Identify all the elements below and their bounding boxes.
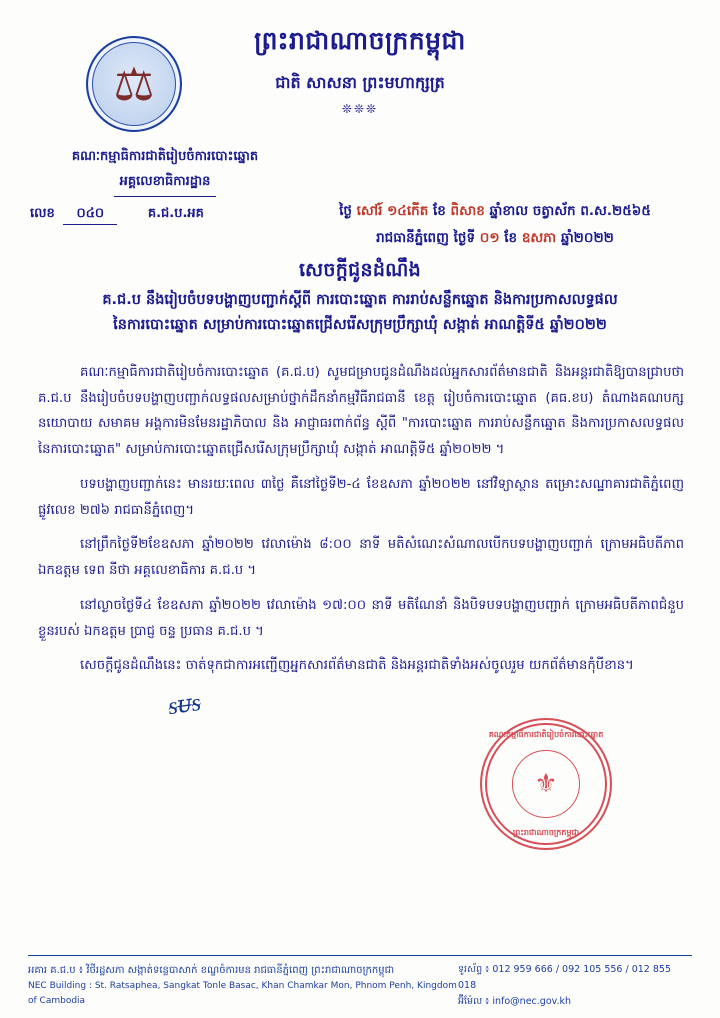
footer-address	[28, 962, 458, 1010]
date-lunar-day: ១៤កើត	[387, 203, 429, 219]
footer-address-english: NEC Building : St. Ratsaphea, Sangkat Tonle Basac, Khan Chamkar Mon, Phnom Penh, Kingdom of Cambodia	[28, 981, 457, 1007]
document-number-row	[30, 205, 330, 225]
seal-center-icon: ⚜	[512, 750, 580, 818]
emblem-figure-icon: ⚖	[113, 57, 155, 111]
date-month-word: ខែ	[504, 230, 518, 246]
footer-email-value: info@nec.gov.kh	[492, 996, 572, 1008]
date-weekday: សៅរ៍	[356, 203, 383, 219]
subject-line-1: គ.ជ.ប នឹងរៀបចំបទបង្ហាញបញ្ជាក់ស្ដីពី ការបោះឆ្នោត ការរាប់សន្លឹកឆ្នោត និងការប្រកាសលទ្ធផល	[102, 292, 618, 308]
number-label: លេខ	[30, 206, 55, 221]
footer-phone	[458, 962, 692, 994]
date-lunar-month: ពិសាខ	[450, 203, 485, 219]
date-month-label: ខែ	[432, 203, 446, 219]
official-seal-stamp	[480, 718, 612, 850]
issuer-line1: គណៈកម្មាធិការជាតិរៀបចំការបោះឆ្នោត	[71, 149, 259, 164]
subject-line-2: នៃការបោះឆ្នោត សម្រាប់ការបោះឆ្នោតជ្រើសរើសក្រុមប្រឹក្សាឃុំ សង្កាត់ អាណត្តិទី៥ ឆ្នាំ២០២២	[113, 317, 607, 334]
document-title: សេចក្ដីជូនដំណឹង	[298, 259, 422, 281]
national-emblem-icon	[86, 36, 182, 132]
footer-phone-value: 012 959 666 / 092 105 556 / 012 855 018	[458, 964, 671, 992]
date-era: ឆ្នាំខាល ចត្វាស័ក ព.ស.២៥៦៥	[489, 203, 651, 219]
footer-email	[458, 994, 692, 1010]
footer-contact	[458, 962, 692, 1010]
date-block	[300, 198, 690, 252]
footer-address-khmer: អគារ គ.ជ.ប ៖ វិថីរដ្ឋសភា សង្កាត់ទន្លេបាសាក់ ខណ្ឌចំការមន រាជធានីភ្នំពេញ ព្រះរាជាណាចក្រកម្ពុជា	[28, 965, 395, 976]
date-line-gregorian	[300, 225, 690, 252]
date-prefix: ថ្ងៃ	[339, 203, 352, 219]
number-value: ០៤០	[63, 205, 117, 225]
footer-divider	[28, 955, 692, 956]
seal-top-text: គណៈកម្មាធិការជាតិរៀបចំការបោះឆ្នោត	[488, 730, 604, 739]
date-year: ឆ្នាំ២០២២	[560, 230, 614, 246]
issuer-line2: អគ្គលេខាធិការដ្ឋាន	[114, 170, 217, 198]
body-paragraph: សេចក្ដីជូនដំណឹងនេះ ចាត់ទុកជាការអញ្ជើញអ្នកសារព័ត៌មានជាតិ និងអន្តរជាតិទាំងអស់ចូលរួម យកព័ត៌មានកុំបីខាន។	[80, 658, 634, 674]
body-paragraph: បទបង្ហាញបញ្ជាក់នេះ មានរយៈពេល ៣ថ្ងៃ គឺនៅថ្ងៃទី២-៤ ខែឧសភា ឆ្នាំ២០២២ នៅវិទ្យាស្ថាន តម្រោះសណ្ឋាគារជាតិភ្នំពេញ ផ្លូវលេខ ២៧៦ រាជធានីភ្នំពេញ។	[38, 476, 684, 518]
document-subject	[40, 288, 680, 339]
date-month: ឧសភា	[521, 230, 557, 246]
issuer-block	[30, 145, 300, 197]
handwritten-signature: ᵴᵾᵴ	[166, 687, 203, 721]
document-body	[38, 360, 684, 688]
body-paragraph: នៅល្ងាចថ្ងៃទី៤ ខែឧសភា ឆ្នាំ២០២២ វេលាម៉ោង ១៧:០០ នាទី មតិណែនាំ និងបិទបទបង្ហាញបញ្ជាក់ ក្រោមអធិបតីភាពជំនួបខ្លួនរបស់ ឯកឧត្តម ប្រាជ្ញ ចន្ទ ប្រធាន គ.ជ.ប ។	[38, 597, 684, 639]
body-paragraph: គណៈកម្មាធិការជាតិរៀបចំការបោះឆ្នោត (គ.ជ.ប) សូមជម្រាបជូនដំណឹងដល់អ្នកសារព័ត៌មានជាតិ និងអន្តរជាតិឱ្យបានជ្រាបថា គ.ជ.ប នឹងរៀបចំបទបង្ហាញបញ្ជាក់លទ្ធផលសម្រាប់ថ្នាក់ដឹកនាំកម្មវិធីរាជធានី ខេត្ត រៀបចំការបោះឆ្នោត (គធ.ខប) តំណាងគណបក្សនយោបាយ សមាគម អង្គការមិនមែនរដ្ឋាភិបាល និង អាជ្ញាធរពាក់ព័ន្ធ ស្ដីពី "ការបោះឆ្នោត ការរាប់សន្លឹកឆ្នោត និងការប្រកាសលទ្ធផលនៃការបោះឆ្នោត" សម្រាប់ការបោះឆ្នោតជ្រើសរើសក្រុមប្រឹក្សាឃុំ សង្កាត់ អាណត្តិទី៥ ឆ្នាំ២០២២ ។	[38, 365, 684, 458]
kingdom-title-line1: ព្រះរាជាណាចក្រកម្ពុជា	[254, 26, 466, 55]
date-city-prefix: រាជធានីភ្នំពេញ ថ្ងៃទី	[376, 230, 476, 246]
body-paragraph: នៅព្រឹកថ្ងៃទី២ខែឧសភា ឆ្នាំ២០២២ វេលាម៉ោង ៨:០០ នាទី មតិសំណេះសំណាលបើកបទបង្ហាញបញ្ជាក់ ក្រោមអធិបតីភាព ឯកឧត្តម ទេព នីថា អគ្គលេខាធិការ គ.ជ.ប ។	[38, 537, 684, 579]
date-line-khmer-calendar	[300, 198, 690, 225]
seal-bottom-text: ព្រះរាជាណាចក្រកម្ពុជា	[512, 828, 580, 837]
footer-email-label: អ៊ីម៉ែល ៖	[458, 996, 490, 1008]
kingdom-title-line2: ជាតិ សាសនា ព្រះមហាក្សត្រ	[275, 73, 445, 92]
number-suffix: គ.ជ.ប.អគ	[147, 206, 204, 221]
ornament-divider: ❊❊❊	[341, 102, 379, 116]
footer-phone-label: ទូរស័ព្ទ ៖	[458, 964, 490, 975]
page-footer	[28, 962, 692, 1010]
date-day: ០១	[479, 230, 500, 246]
